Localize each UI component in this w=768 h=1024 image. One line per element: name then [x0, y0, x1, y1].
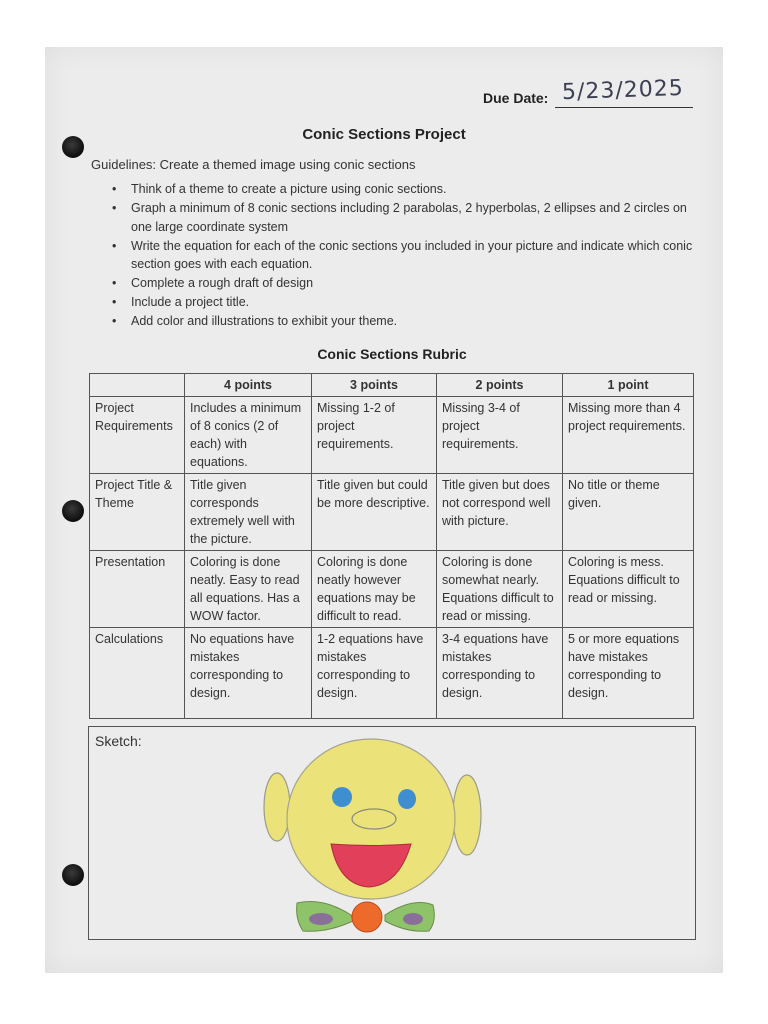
- bowtie-knot-shape: [352, 902, 382, 932]
- header-cell: 2 points: [437, 374, 563, 397]
- table-cell: 3-4 equations have mistakes corresponding to design.: [437, 628, 563, 719]
- table-row: [90, 628, 694, 719]
- due-date-label: Due Date:: [483, 90, 549, 106]
- rubric-table: [89, 373, 694, 719]
- header-cell: [90, 374, 185, 397]
- left-ear-shape: [264, 773, 290, 841]
- punch-hole: [62, 500, 84, 522]
- table-cell: Includes a minimum of 8 conics (2 of each) with equations.: [185, 397, 312, 474]
- list-item: • Complete a rough draft of design: [110, 274, 700, 293]
- bowtie-left-spot: [309, 913, 333, 925]
- rubric-title: Conic Sections Rubric: [317, 346, 467, 362]
- table-cell: 1-2 equations have mistakes corresponding to design.: [312, 628, 437, 719]
- table-cell: Presentation: [90, 551, 185, 628]
- table-cell: Missing 1-2 of project requirements.: [312, 397, 437, 474]
- bowtie-right-spot: [403, 913, 423, 925]
- table-row: [90, 397, 694, 474]
- list-item: • Include a project title.: [110, 293, 700, 312]
- table-cell: Coloring is done neatly however equations may be difficult to read.: [312, 551, 437, 628]
- header-cell: 3 points: [312, 374, 437, 397]
- table-row: [90, 474, 694, 551]
- table-cell: No title or theme given.: [563, 474, 694, 551]
- list-item: • Add color and illustrations to exhibit your theme.: [110, 312, 700, 331]
- table-cell: Project Requirements: [90, 397, 185, 474]
- table-cell: Calculations: [90, 628, 185, 719]
- table-header-row: [90, 374, 694, 397]
- table-cell: Missing more than 4 project requirements.: [563, 397, 694, 474]
- table-cell: Missing 3-4 of project requirements.: [437, 397, 563, 474]
- punch-hole: [62, 864, 84, 886]
- right-ear-shape: [453, 775, 481, 855]
- face-drawing: [89, 727, 695, 939]
- left-eye-shape: [332, 787, 352, 807]
- table-cell: Coloring is done neatly. Easy to read all equations. Has a WOW factor.: [185, 551, 312, 628]
- sketch-label: Sketch:: [95, 733, 142, 749]
- list-item: • Write the equation for each of the conic sections you included in your picture and indicate which conic section goes with each equation.: [110, 237, 700, 274]
- sketch-box: [88, 726, 696, 940]
- table-cell: Title given but could be more descriptive.: [312, 474, 437, 551]
- header-cell: 4 points: [185, 374, 312, 397]
- table-row: [90, 551, 694, 628]
- guidelines-text: Guidelines: Create a themed image using conic sections: [91, 157, 416, 172]
- due-date-value: 5/23/2025: [561, 75, 685, 106]
- due-date-underline: [555, 107, 693, 108]
- page-title: Conic Sections Project: [302, 126, 466, 143]
- nose-shape: [352, 809, 396, 829]
- table-cell: Title given but does not correspond well with picture.: [437, 474, 563, 551]
- guideline-list: [110, 180, 700, 331]
- list-item: • Graph a minimum of 8 conic sections including 2 parabolas, 2 hyperbolas, 2 ellipses and 2 circles on one large coordinate system: [110, 199, 700, 236]
- table-cell: Project Title & Theme: [90, 474, 185, 551]
- table-cell: No equations have mistakes corresponding to design.: [185, 628, 312, 719]
- header-cell: 1 point: [563, 374, 694, 397]
- list-item: • Think of a theme to create a picture using conic sections.: [110, 180, 700, 199]
- table-cell: Coloring is mess. Equations difficult to read or missing.: [563, 551, 694, 628]
- table-cell: Coloring is done somewhat nearly. Equations difficult to read or missing.: [437, 551, 563, 628]
- table-cell: Title given corresponds extremely well with the picture.: [185, 474, 312, 551]
- right-eye-shape: [398, 789, 416, 809]
- table-cell: 5 or more equations have mistakes corresponding to design.: [563, 628, 694, 719]
